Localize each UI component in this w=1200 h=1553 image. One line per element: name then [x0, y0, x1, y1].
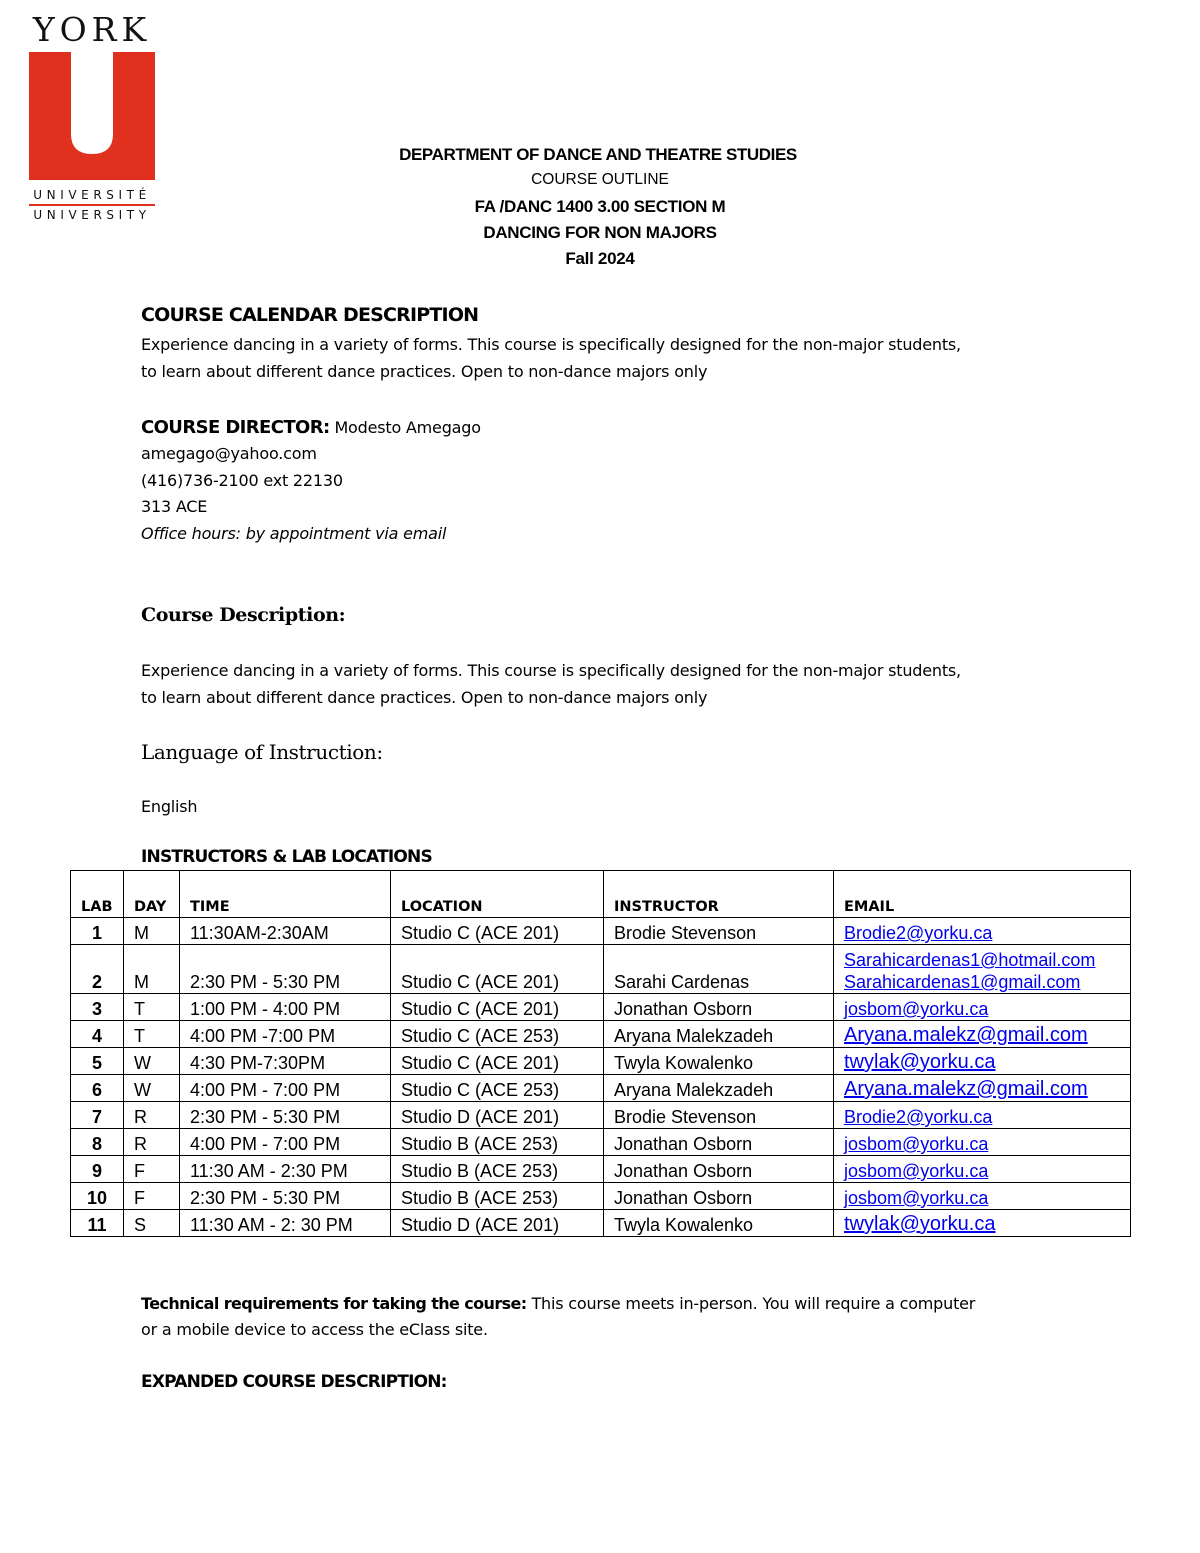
director-email: amegago@yahoo.com	[141, 444, 317, 463]
email-link[interactable]: Aryana.malekz@gmail.com	[844, 1078, 1088, 1100]
lab-day: W	[124, 1048, 180, 1075]
lab-time: 2:30 PM - 5:30 PM	[180, 945, 391, 994]
language-heading: Language of Instruction:	[141, 740, 383, 764]
column-header-lab: LAB	[71, 871, 124, 918]
lab-day: F	[124, 1156, 180, 1183]
email-link[interactable]: josbom@yorku.ca	[844, 1134, 989, 1154]
lab-number: 1	[71, 918, 124, 945]
table-row	[71, 945, 1131, 994]
course-code: FA /DANC 1400 3.00 SECTION M	[474, 197, 726, 216]
email-link[interactable]: Aryana.malekz@gmail.com	[844, 1024, 1088, 1046]
instructors-heading: INSTRUCTORS & LAB LOCATIONS	[141, 847, 432, 867]
technical-text-2: or a mobile device to access the eClass site.	[141, 1320, 488, 1339]
language-value: English	[141, 797, 198, 816]
lab-email-cell	[834, 1210, 1131, 1237]
table-row	[71, 1183, 1131, 1210]
calendar-heading: COURSE CALENDAR DESCRIPTION	[141, 304, 479, 326]
lab-email-cell	[834, 1102, 1131, 1129]
lab-time: 1:00 PM - 4:00 PM	[180, 994, 391, 1021]
logo-university: UNIVERSITY	[33, 208, 151, 222]
calendar-line-1: Experience dancing in a variety of forms. This course is specifically designed for the non-major students,	[141, 335, 961, 354]
table-row	[71, 994, 1131, 1021]
lab-number: 3	[71, 994, 124, 1021]
email-link[interactable]: josbom@yorku.ca	[844, 1161, 989, 1181]
lab-location: Studio D (ACE 201)	[391, 1210, 604, 1237]
lab-location: Studio D (ACE 201)	[391, 1102, 604, 1129]
lab-instructor: Twyla Kowalenko	[604, 1048, 834, 1075]
lab-number: 9	[71, 1156, 124, 1183]
lab-time: 4:00 PM - 7:00 PM	[180, 1075, 391, 1102]
table-row	[71, 1102, 1131, 1129]
lab-time: 4:00 PM -7:00 PM	[180, 1021, 391, 1048]
lab-instructor: Sarahi Cardenas	[604, 945, 834, 994]
director-phone: (416)736-2100 ext 22130	[141, 471, 343, 490]
lab-time: 2:30 PM - 5:30 PM	[180, 1102, 391, 1129]
table-header-row	[71, 871, 1131, 918]
lab-instructor: Aryana Malekzadeh	[604, 1075, 834, 1102]
logo-york-wordmark: YORK	[32, 10, 152, 49]
column-header-time: TIME	[180, 871, 391, 918]
lab-number: 10	[71, 1183, 124, 1210]
lab-instructor: Jonathan Osborn	[604, 1156, 834, 1183]
lab-location: Studio C (ACE 253)	[391, 1021, 604, 1048]
table-row	[71, 1075, 1131, 1102]
lab-day: F	[124, 1183, 180, 1210]
expanded-heading: EXPANDED COURSE DESCRIPTION:	[141, 1372, 447, 1392]
technical-label: Technical requirements for taking the course:	[141, 1294, 527, 1313]
table-row	[71, 1021, 1131, 1048]
column-header-instructor: INSTRUCTOR	[604, 871, 834, 918]
director-name: Modesto Amegago	[329, 418, 481, 437]
column-header-location: LOCATION	[391, 871, 604, 918]
course-title: DANCING FOR NON MAJORS	[483, 223, 717, 242]
lab-location: Studio C (ACE 201)	[391, 994, 604, 1021]
director-label: COURSE DIRECTOR:	[141, 417, 330, 438]
table-row	[71, 1129, 1131, 1156]
lab-location: Studio B (ACE 253)	[391, 1129, 604, 1156]
lab-email-cell	[834, 1021, 1131, 1048]
technical-text-1: This course meets in-person. You will require a computer	[526, 1294, 976, 1313]
technical-requirements	[141, 1294, 975, 1313]
lab-day: R	[124, 1102, 180, 1129]
lab-location: Studio C (ACE 201)	[391, 918, 604, 945]
course-outline-label: COURSE OUTLINE	[531, 171, 669, 188]
column-header-email: EMAIL	[834, 871, 1131, 918]
description-line-2: to learn about different dance practices. Open to non-dance majors only	[141, 688, 708, 707]
lab-number: 4	[71, 1021, 124, 1048]
lab-day: M	[124, 918, 180, 945]
lab-location: Studio C (ACE 253)	[391, 1075, 604, 1102]
email-link[interactable]: josbom@yorku.ca	[844, 1188, 989, 1208]
calendar-line-2: to learn about different dance practices. Open to non-dance majors only	[141, 362, 708, 381]
lab-email-cell	[834, 1129, 1131, 1156]
lab-number: 2	[71, 945, 124, 994]
lab-day: W	[124, 1075, 180, 1102]
lab-instructor: Jonathan Osborn	[604, 1183, 834, 1210]
lab-email-cell	[834, 945, 1131, 994]
lab-instructor: Brodie Stevenson	[604, 918, 834, 945]
table-row	[71, 1156, 1131, 1183]
lab-email-cell	[834, 1048, 1131, 1075]
logo-universite: UNIVERSITÉ	[33, 188, 151, 202]
lab-number: 11	[71, 1210, 124, 1237]
lab-time: 11:30AM-2:30AM	[180, 918, 391, 945]
email-link[interactable]: Sarahicardenas1@gmail.com	[844, 972, 1081, 992]
lab-email-cell	[834, 1156, 1131, 1183]
email-link[interactable]: Sarahicardenas1@hotmail.com	[844, 950, 1096, 970]
email-link[interactable]: josbom@yorku.ca	[844, 999, 989, 1019]
lab-day: S	[124, 1210, 180, 1237]
lab-time: 4:30 PM-7:30PM	[180, 1048, 391, 1075]
table-row	[71, 1048, 1131, 1075]
table-row	[71, 918, 1131, 945]
director-office: 313 ACE	[141, 497, 208, 516]
lab-number: 7	[71, 1102, 124, 1129]
lab-time: 11:30 AM - 2: 30 PM	[180, 1210, 391, 1237]
lab-email-cell	[834, 1075, 1131, 1102]
lab-day: T	[124, 994, 180, 1021]
lab-location: Studio B (ACE 253)	[391, 1156, 604, 1183]
table-row	[71, 1210, 1131, 1237]
lab-number: 8	[71, 1129, 124, 1156]
lab-day: T	[124, 1021, 180, 1048]
department-title: DEPARTMENT OF DANCE AND THEATRE STUDIES	[399, 145, 797, 164]
lab-instructor: Brodie Stevenson	[604, 1102, 834, 1129]
lab-location: Studio C (ACE 201)	[391, 945, 604, 994]
lab-email-cell	[834, 1183, 1131, 1210]
lab-time: 2:30 PM - 5:30 PM	[180, 1183, 391, 1210]
lab-instructor: Twyla Kowalenko	[604, 1210, 834, 1237]
course-director	[141, 417, 481, 438]
lab-number: 5	[71, 1048, 124, 1075]
column-header-day: DAY	[124, 871, 180, 918]
lab-location: Studio C (ACE 201)	[391, 1048, 604, 1075]
email-link[interactable]: twylak@yorku.ca	[844, 1051, 996, 1073]
lab-day: R	[124, 1129, 180, 1156]
email-link[interactable]: Brodie2@yorku.ca	[844, 923, 993, 943]
course-term: Fall 2024	[565, 249, 635, 268]
description-line-1: Experience dancing in a variety of forms. This course is specifically designed for the non-major students,	[141, 661, 961, 680]
lab-instructor: Jonathan Osborn	[604, 994, 834, 1021]
lab-time: 11:30 AM - 2:30 PM	[180, 1156, 391, 1183]
description-heading: Course Description:	[141, 604, 346, 626]
lab-time: 4:00 PM - 7:00 PM	[180, 1129, 391, 1156]
lab-instructor: Aryana Malekzadeh	[604, 1021, 834, 1048]
lab-location: Studio B (ACE 253)	[391, 1183, 604, 1210]
email-link[interactable]: twylak@yorku.ca	[844, 1213, 996, 1235]
lab-day: M	[124, 945, 180, 994]
lab-email-cell	[834, 994, 1131, 1021]
lab-email-cell	[834, 918, 1131, 945]
lab-instructor: Jonathan Osborn	[604, 1129, 834, 1156]
document-header	[0, 144, 1200, 272]
email-link[interactable]: Brodie2@yorku.ca	[844, 1107, 993, 1127]
lab-number: 6	[71, 1075, 124, 1102]
instructors-table	[70, 870, 1131, 1237]
office-hours: Office hours: by appointment via email	[141, 524, 447, 543]
